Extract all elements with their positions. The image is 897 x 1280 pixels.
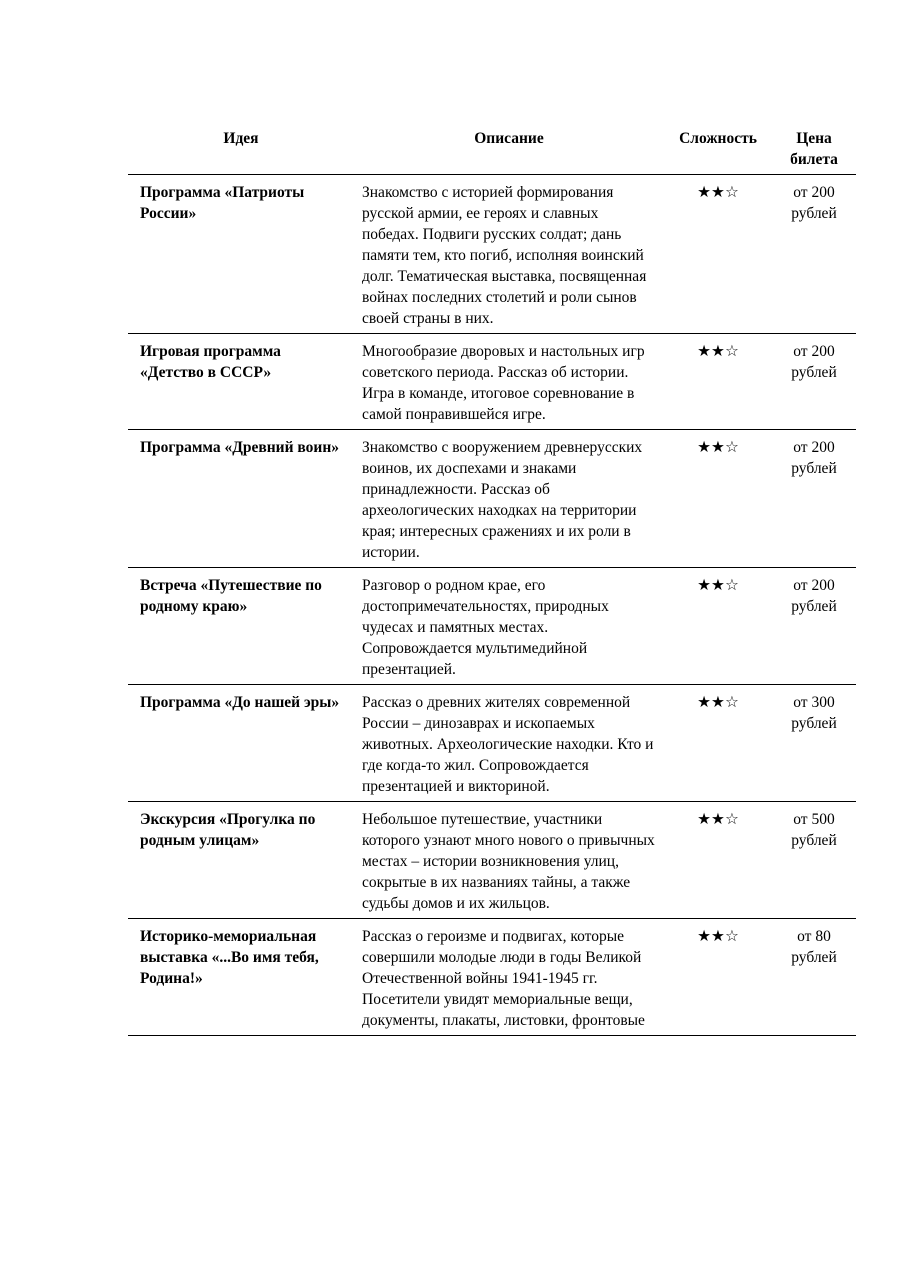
table-header-row [128, 126, 856, 175]
table-row [128, 802, 856, 919]
price-currency: рублей [791, 460, 837, 477]
price-currency: рублей [791, 364, 837, 381]
header-difficulty: Сложность [664, 126, 772, 175]
program-description: Небольшое путешествие, участники которого узнают много нового о привычных местах – истории возникновения улиц, сокрытые в их названиях тайны, а также судьбы домов и их жильцов. [354, 802, 664, 919]
ticket-price [772, 430, 856, 568]
program-idea: Программа «До нашей эры» [128, 685, 354, 802]
program-idea: Программа «Древний воин» [128, 430, 354, 568]
program-description: Разговор о родном крае, его достопримечательностях, природных чудесах и памятных местах. Сопровождается мультимедийной презентацией. [354, 568, 664, 685]
table-row [128, 568, 856, 685]
difficulty-stars: ★★☆ [664, 175, 772, 334]
ticket-price [772, 802, 856, 919]
table-row [128, 334, 856, 430]
table-row [128, 919, 856, 1036]
price-currency: рублей [791, 598, 837, 615]
table-row [128, 175, 856, 334]
header-description: Описание [354, 126, 664, 175]
programs-table [128, 126, 856, 1036]
program-description: Многообразие дворовых и настольных игр советского периода. Рассказ об истории. Игра в команде, итоговое соревнование в самой понравившейся игре. [354, 334, 664, 430]
price-currency: рублей [791, 205, 837, 222]
ticket-price [772, 919, 856, 1036]
difficulty-stars: ★★☆ [664, 430, 772, 568]
table-row [128, 430, 856, 568]
program-idea: Программа «Патриоты России» [128, 175, 354, 334]
price-amount: от 200 [793, 577, 835, 594]
program-idea: Историко-мемориальная выставка «...Во имя тебя, Родина!» [128, 919, 354, 1036]
ticket-price [772, 568, 856, 685]
difficulty-stars: ★★☆ [664, 334, 772, 430]
difficulty-stars: ★★☆ [664, 685, 772, 802]
program-idea: Игровая программа «Детство в СССР» [128, 334, 354, 430]
price-amount: от 500 [793, 811, 835, 828]
price-currency: рублей [791, 949, 837, 966]
header-idea: Идея [128, 126, 354, 175]
difficulty-stars: ★★☆ [664, 802, 772, 919]
difficulty-stars: ★★☆ [664, 568, 772, 685]
program-description: Рассказ о древних жителях современной России – динозаврах и ископаемых животных. Археологические находки. Кто и где когда-то жил. Сопровождается презентацией и викториной. [354, 685, 664, 802]
price-currency: рублей [791, 715, 837, 732]
ticket-price [772, 175, 856, 334]
price-amount: от 200 [793, 439, 835, 456]
program-description: Рассказ о героизме и подвигах, которые совершили молодые люди в годы Великой Отечественной войны 1941-1945 гг. Посетители увидят мемориальные вещи, документы, плакаты, листовки, фронтовые [354, 919, 664, 1036]
difficulty-stars: ★★☆ [664, 919, 772, 1036]
ticket-price [772, 685, 856, 802]
header-price: Цена билета [772, 126, 856, 175]
program-idea: Экскурсия «Прогулка по родным улицам» [128, 802, 354, 919]
price-amount: от 80 [797, 928, 831, 945]
price-amount: от 300 [793, 694, 835, 711]
table-row [128, 685, 856, 802]
program-description: Знакомство с историей формирования русской армии, ее героях и славных победах. Подвиги русских солдат; дань памяти тем, кто погиб, исполняя воинский долг. Тематическая выставка, посвященная войнах последних столетий и роли сынов своей страны в них. [354, 175, 664, 334]
price-amount: от 200 [793, 184, 835, 201]
program-idea: Встреча «Путешествие по родному краю» [128, 568, 354, 685]
ticket-price [772, 334, 856, 430]
price-currency: рублей [791, 832, 837, 849]
price-amount: от 200 [793, 343, 835, 360]
program-description: Знакомство с вооружением древнерусских воинов, их доспехами и знаками принадлежности. Рассказ об археологических находках на территории края; интересных сражениях и их роли в истории. [354, 430, 664, 568]
